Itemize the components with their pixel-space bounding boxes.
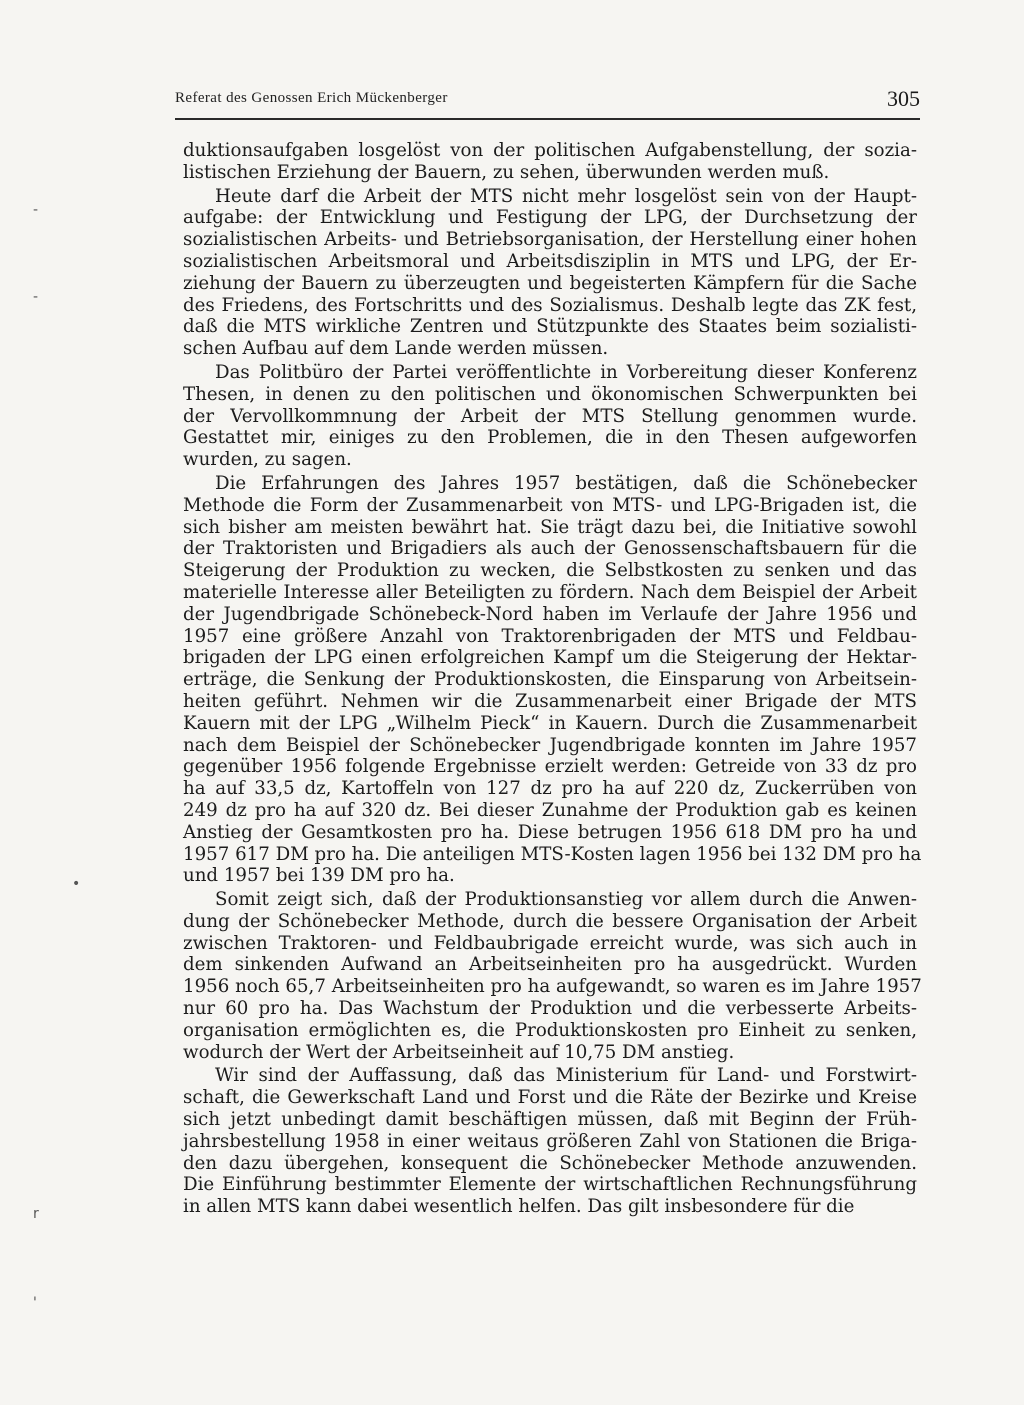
text-line: dem sinkenden Aufwand an Arbeitseinheiten pro ha ausgedrückt. Wurden	[183, 954, 917, 976]
text-line: schen Aufbau auf dem Lande werden müssen.	[183, 338, 609, 360]
paragraph	[183, 362, 917, 471]
text-line: nur 60 pro ha. Das Wachstum der Produktion und die verbesserte Arbeits-	[183, 998, 917, 1020]
body-text	[183, 140, 922, 1220]
margin-mark: '	[33, 1295, 37, 1311]
margin-mark: -	[33, 202, 39, 218]
margin-mark: •	[72, 876, 81, 892]
text-line: organisation ermöglichten es, die Produktionskosten pro Einheit zu senken,	[183, 1019, 917, 1041]
text-line: aufgabe: der Entwicklung und Festigung der LPG, der Durchsetzung der	[183, 207, 917, 229]
text-line: Die Einführung bestimmter Elemente der wirtschaftlichen Rechnungsführung	[183, 1174, 917, 1196]
text-line: der Jugendbrigade Schönebeck-Nord haben im Verlaufe der Jahre 1956 und	[183, 603, 917, 625]
text-line: listischen Erziehung der Bauern, zu sehen, überwunden werden muß.	[183, 161, 830, 183]
paragraph	[183, 140, 917, 184]
page-header	[175, 86, 920, 114]
text-line: ziehung der Bauern zu überzeugten und begeisterten Kämpfern für die Sache	[183, 272, 917, 294]
text-line: nach dem Beispiel der Schönebecker Jugendbrigade konnten im Jahre 1957	[183, 734, 917, 756]
margin-mark: r	[33, 1206, 39, 1222]
text-line: den dazu übergehen, konsequent die Schönebecker Methode anzuwenden.	[183, 1152, 917, 1174]
text-line: zwischen Traktoren- und Feldbaubrigade erreicht wurde, was sich auch in	[183, 932, 917, 954]
text-line: in allen MTS kann dabei wesentlich helfen. Das gilt insbesondere für die	[183, 1196, 855, 1218]
page-number: 305	[887, 86, 920, 111]
text-line: 1957 617 DM pro ha. Die anteiligen MTS-Kosten lagen 1956 bei 132 DM pro ha	[183, 843, 922, 865]
paragraph	[183, 472, 922, 887]
text-line: Kauern mit der LPG „Wilhelm Pieck“ in Kauern. Durch die Zusammenarbeit	[183, 712, 917, 734]
text-line: sich jetzt unbedingt damit beschäftigen müssen, daß mit Beginn der Früh-	[183, 1109, 917, 1131]
text-line: schaft, die Gewerkschaft Land und Forst und die Räte der Bezirke und Kreise	[183, 1087, 917, 1109]
paragraph	[183, 186, 917, 360]
text-line: jahrsbestellung 1958 in einer weitaus größeren Zahl von Stationen die Briga-	[183, 1130, 917, 1152]
text-line: Die Erfahrungen des Jahres 1957 bestätigen, daß die Schönebecker	[215, 472, 917, 494]
text-line: Thesen, in denen zu den politischen und ökonomischen Schwerpunkten bei	[183, 383, 917, 405]
text-line: Heute darf die Arbeit der MTS nicht mehr losgelöst sein von der Haupt-	[215, 185, 917, 207]
text-line: erträge, die Senkung der Produktionskosten, die Einsparung von Arbeitsein-	[183, 669, 917, 691]
text-line: 1957 eine größere Anzahl von Traktorenbrigaden der MTS und Feldbau-	[183, 625, 917, 647]
paragraph	[183, 889, 922, 1063]
text-line: Steigerung der Produktion zu wecken, die Selbstkosten zu senken und das	[183, 560, 917, 582]
text-line: sozialistischen Arbeits- und Betriebsorganisation, der Herstellung einer hohen	[183, 229, 917, 251]
text-line: der Traktoristen und Brigadiers als auch der Genossenschaftsbauern für die	[183, 538, 917, 560]
text-line: des Friedens, des Fortschritts und des Sozialismus. Deshalb legte das ZK fest,	[183, 294, 917, 316]
text-line: 1956 noch 65,7 Arbeitseinheiten pro ha aufgewandt, so waren es im Jahre 1957	[183, 976, 922, 998]
text-line: daß die MTS wirkliche Zentren und Stützpunkte des Staates beim sozialisti-	[183, 316, 917, 338]
text-line: sich bisher am meisten bewährt hat. Sie trägt dazu bei, die Initiative sowohl	[183, 516, 917, 538]
text-line: Gestattet mir, einiges zu den Problemen, die in den Thesen aufgeworfen	[183, 427, 917, 449]
text-line: Anstieg der Gesamtkosten pro ha. Diese betrugen 1956 618 DM pro ha und	[183, 821, 917, 843]
text-line: der Vervollkommnung der Arbeit der MTS Stellung genommen wurde.	[183, 405, 917, 427]
text-line: ha auf 33,5 dz, Kartoffeln von 127 dz pro ha auf 220 dz, Zuckerrüben von	[183, 778, 917, 800]
text-line: Somit zeigt sich, daß der Produktionsanstieg vor allem durch die Anwen-	[215, 889, 917, 911]
paragraph	[183, 1065, 917, 1218]
text-line: sozialistischen Arbeitsmoral und Arbeitsdisziplin in MTS und LPG, der Er-	[183, 250, 917, 272]
text-line: Wir sind der Auffassung, daß das Ministerium für Land- und Forstwirt-	[215, 1065, 917, 1087]
text-line: materielle Interesse aller Beteiligten zu fördern. Nach dem Beispiel der Arbeit	[183, 581, 917, 603]
text-line: Das Politbüro der Partei veröffentlichte in Vorbereitung dieser Konferenz	[215, 361, 917, 383]
text-line: 249 dz pro ha auf 320 dz. Bei dieser Zunahme der Produktion gab es keinen	[183, 799, 917, 821]
text-line: duktionsaufgaben losgelöst von der politischen Aufgabenstellung, der sozia-	[183, 140, 917, 161]
text-line: gegenüber 1956 folgende Ergebnisse erzielt werden: Getreide von 33 dz pro	[183, 756, 917, 778]
text-line: Methode die Form der Zusammenarbeit von MTS- und LPG-Brigaden ist, die	[183, 494, 917, 516]
text-line: heiten geführt. Nehmen wir die Zusammenarbeit einer Brigade der MTS	[183, 690, 917, 712]
text-line: brigaden der LPG einen erfolgreichen Kampf um die Steigerung der Hektar-	[183, 647, 917, 669]
text-line: dung der Schönebecker Methode, durch die bessere Organisation der Arbeit	[183, 910, 917, 932]
margin-mark: -	[33, 289, 39, 305]
text-line: wurden, zu sagen.	[183, 449, 352, 471]
header-rule	[175, 118, 920, 120]
text-line: wodurch der Wert der Arbeitseinheit auf 10,75 DM anstieg.	[183, 1041, 735, 1063]
text-line: und 1957 bei 139 DM pro ha.	[183, 865, 455, 887]
running-head: Referat des Genossen Erich Mückenberger	[175, 90, 448, 106]
